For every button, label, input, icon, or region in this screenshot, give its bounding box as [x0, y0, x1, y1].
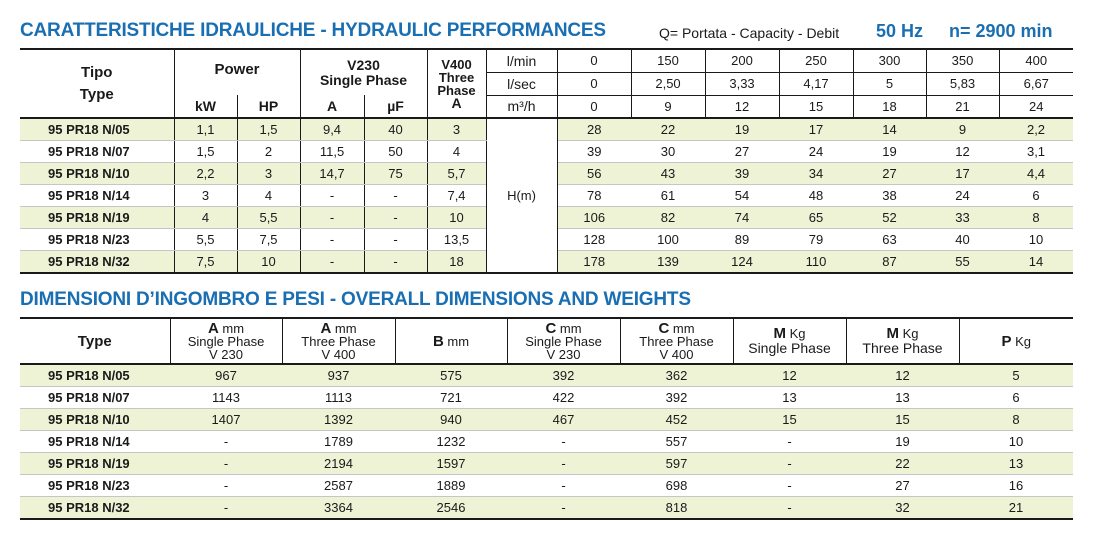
- head-value-cell: 39: [557, 141, 631, 163]
- dim-c400-cell: 818: [620, 497, 733, 520]
- a-single-l3: V 230: [209, 346, 243, 362]
- m-three-unit: Kg: [898, 326, 919, 341]
- dim-b-cell: 1597: [395, 453, 507, 475]
- a-three-l2: Three Phase: [301, 333, 376, 349]
- table-row: [20, 409, 1073, 431]
- head-value-cell: 4,4: [999, 163, 1073, 185]
- dim-p-cell: 5: [959, 364, 1073, 387]
- dim-m1-cell: 15: [733, 409, 846, 431]
- dim-m3-cell: 19: [846, 431, 959, 453]
- phase-label: Phase: [437, 82, 476, 98]
- a400-cell: 10: [427, 207, 486, 229]
- head-value-cell: 19: [705, 118, 779, 141]
- dim-m1-cell: -: [733, 475, 846, 497]
- lsec-6: 6,67: [999, 72, 1073, 95]
- a400-cell: 4: [427, 141, 486, 163]
- type-cell: 95 PR18 N/05: [20, 118, 174, 141]
- capacity-label: Q= Portata - Capacity - Debit: [659, 25, 840, 41]
- m-single-letter: M: [773, 325, 786, 342]
- table-row: [20, 453, 1073, 475]
- a-single-header: [170, 318, 282, 364]
- dim-m1-cell: -: [733, 497, 846, 520]
- lmin-6: 400: [999, 49, 1073, 72]
- dim-type-cell: 95 PR18 N/10: [20, 409, 170, 431]
- a230-cell: 14,7: [300, 163, 364, 185]
- head-value-cell: 34: [779, 163, 853, 185]
- c-single-l3: V 230: [546, 346, 581, 362]
- head-value-cell: 74: [705, 207, 779, 229]
- m3h-label: m³/h: [486, 95, 557, 118]
- dim-c230-cell: 392: [507, 364, 620, 387]
- dim-c230-cell: -: [507, 475, 620, 497]
- head-value-cell: 124: [705, 251, 779, 274]
- dim-p-cell: 13: [959, 453, 1073, 475]
- head-value-cell: 24: [779, 141, 853, 163]
- dim-p-cell: 16: [959, 475, 1073, 497]
- head-value-cell: 14: [999, 251, 1073, 274]
- c-three-l3: V 400: [659, 346, 694, 362]
- v230-label: V230: [347, 56, 380, 73]
- head-value-cell: 61: [631, 185, 705, 207]
- b-header: [395, 318, 507, 364]
- dim-type-cell: 95 PR18 N/07: [20, 387, 170, 409]
- uf-cell: 75: [364, 163, 427, 185]
- m3h-1: 9: [631, 95, 705, 118]
- head-value-cell: 89: [705, 229, 779, 251]
- lsec-0: 0: [557, 72, 631, 95]
- m3h-6: 24: [999, 95, 1073, 118]
- uf-cell: 40: [364, 118, 427, 141]
- dim-a400-cell: 1392: [282, 409, 395, 431]
- a-three-unit: mm: [331, 320, 357, 336]
- c-single-l2: Single Phase: [525, 333, 602, 349]
- uf-cell: -: [364, 229, 427, 251]
- head-value-cell: 65: [779, 207, 853, 229]
- uf-cell: 50: [364, 141, 427, 163]
- dim-p-cell: 21: [959, 497, 1073, 520]
- v400-label: V400: [441, 56, 472, 72]
- hp-cell: 4: [237, 185, 300, 207]
- dim-m1-cell: -: [733, 453, 846, 475]
- v400-header: [427, 49, 486, 118]
- a230-cell: -: [300, 229, 364, 251]
- head-value-cell: 17: [926, 163, 999, 185]
- dim-b-cell: 575: [395, 364, 507, 387]
- a230-cell: -: [300, 185, 364, 207]
- a400-cell: 5,7: [427, 163, 486, 185]
- m-three-header: [846, 318, 959, 364]
- head-value-cell: 128: [557, 229, 631, 251]
- lsec-2: 3,33: [705, 72, 779, 95]
- dim-c230-cell: -: [507, 497, 620, 520]
- kw-cell: 1,1: [174, 118, 237, 141]
- a230-header: A: [300, 95, 364, 118]
- lmin-5: 350: [926, 49, 999, 72]
- hp-cell: 3: [237, 163, 300, 185]
- dim-c400-cell: 597: [620, 453, 733, 475]
- head-label: H(m): [486, 118, 557, 273]
- type-cell: 95 PR18 N/19: [20, 207, 174, 229]
- dim-m3-cell: 22: [846, 453, 959, 475]
- dim-c230-cell: 422: [507, 387, 620, 409]
- dim-m1-cell: -: [733, 431, 846, 453]
- kw-cell: 4: [174, 207, 237, 229]
- head-value-cell: 30: [631, 141, 705, 163]
- dim-type-cell: 95 PR18 N/32: [20, 497, 170, 520]
- head-value-cell: 19: [853, 141, 926, 163]
- head-value-cell: 56: [557, 163, 631, 185]
- hydraulic-title: CARATTERISTICHE IDRAULICHE - HYDRAULIC PERFORMANCES: [20, 20, 606, 41]
- head-value-cell: 110: [779, 251, 853, 274]
- dim-type-cell: 95 PR18 N/19: [20, 453, 170, 475]
- lmin-2: 200: [705, 49, 779, 72]
- table-row: [20, 118, 1073, 141]
- dim-a400-cell: 2194: [282, 453, 395, 475]
- type-cell: 95 PR18 N/23: [20, 229, 174, 251]
- c-three-unit: mm: [669, 320, 695, 336]
- c-three-l2: Three Phase: [639, 333, 714, 349]
- head-value-cell: 10: [999, 229, 1073, 251]
- dim-b-cell: 2546: [395, 497, 507, 520]
- dimensions-title: DIMENSIONI D’INGOMBRO E PESI - OVERALL DIMENSIONS AND WEIGHTS: [20, 289, 691, 310]
- lmin-0: 0: [557, 49, 631, 72]
- uf-cell: -: [364, 251, 427, 274]
- dim-c230-cell: -: [507, 431, 620, 453]
- lmin-label: l/min: [486, 49, 557, 72]
- a230-cell: -: [300, 207, 364, 229]
- m-single-unit: Kg: [785, 326, 806, 341]
- tipo-label: Tipo: [81, 63, 113, 81]
- type-cell: 95 PR18 N/07: [20, 141, 174, 163]
- hp-cell: 7,5: [237, 229, 300, 251]
- m-three-letter: M: [886, 325, 899, 342]
- head-value-cell: 3,1: [999, 141, 1073, 163]
- dim-type-cell: 95 PR18 N/05: [20, 364, 170, 387]
- dim-a230-cell: -: [170, 475, 282, 497]
- head-value-cell: 48: [779, 185, 853, 207]
- head-value-cell: 8: [999, 207, 1073, 229]
- head-value-cell: 33: [926, 207, 999, 229]
- hydraulic-table: [20, 48, 1073, 274]
- lsec-1: 2,50: [631, 72, 705, 95]
- head-value-cell: 100: [631, 229, 705, 251]
- m3h-2: 12: [705, 95, 779, 118]
- dimensions-table: [20, 317, 1073, 520]
- head-value-cell: 106: [557, 207, 631, 229]
- dim-b-cell: 940: [395, 409, 507, 431]
- head-value-cell: 22: [631, 118, 705, 141]
- dim-c400-cell: 392: [620, 387, 733, 409]
- dim-type-cell: 95 PR18 N/14: [20, 431, 170, 453]
- a400-cell: 13,5: [427, 229, 486, 251]
- hp-cell: 10: [237, 251, 300, 274]
- kw-cell: 1,5: [174, 141, 237, 163]
- head-value-cell: 28: [557, 118, 631, 141]
- p-unit: Kg: [1011, 333, 1032, 349]
- a400-cell: 7,4: [427, 185, 486, 207]
- dim-a230-cell: -: [170, 453, 282, 475]
- b-letter: B: [432, 332, 444, 350]
- head-value-cell: 12: [926, 141, 999, 163]
- a-three-letter: A: [320, 319, 332, 337]
- m3h-0: 0: [557, 95, 631, 118]
- m-three-l2: Three Phase: [862, 340, 943, 356]
- a400-label: A: [451, 94, 462, 111]
- three-label: Three: [438, 69, 475, 85]
- m3h-3: 15: [779, 95, 853, 118]
- a-three-l3: V 400: [321, 346, 356, 362]
- a-single-unit: mm: [218, 320, 245, 336]
- a-single-l2: Single Phase: [187, 333, 265, 349]
- kw-cell: 2,2: [174, 163, 237, 185]
- c-single-header: [507, 318, 620, 364]
- kw-cell: 3: [174, 185, 237, 207]
- head-value-cell: 79: [779, 229, 853, 251]
- head-value-cell: 55: [926, 251, 999, 274]
- hydraulic-table-body: [20, 118, 1073, 273]
- head-value-cell: 27: [853, 163, 926, 185]
- lmin-3: 250: [779, 49, 853, 72]
- dim-p-cell: 8: [959, 409, 1073, 431]
- dim-c230-cell: 467: [507, 409, 620, 431]
- b-unit: mm: [443, 333, 470, 349]
- a230-cell: 9,4: [300, 118, 364, 141]
- dim-a400-cell: 3364: [282, 497, 395, 520]
- type-cell: 95 PR18 N/32: [20, 251, 174, 274]
- lsec-label: l/sec: [486, 72, 557, 95]
- head-value-cell: 17: [779, 118, 853, 141]
- dim-type-cell: 95 PR18 N/23: [20, 475, 170, 497]
- dim-c400-cell: 452: [620, 409, 733, 431]
- dim-a230-cell: -: [170, 431, 282, 453]
- head-value-cell: 139: [631, 251, 705, 274]
- dim-m1-cell: 13: [733, 387, 846, 409]
- single-phase-label: Single Phase: [319, 71, 408, 88]
- type-label: Type: [79, 85, 114, 103]
- head-value-cell: 24: [926, 185, 999, 207]
- lsec-4: 5: [853, 72, 926, 95]
- m-single-l2: Single Phase: [748, 340, 831, 356]
- lsec-5: 5,83: [926, 72, 999, 95]
- head-value-cell: 82: [631, 207, 705, 229]
- table-row: [20, 364, 1073, 387]
- a-three-header: [282, 318, 395, 364]
- dim-m3-cell: 27: [846, 475, 959, 497]
- kw-header: kW: [174, 95, 237, 118]
- type-cell: 95 PR18 N/10: [20, 163, 174, 185]
- head-value-cell: 52: [853, 207, 926, 229]
- c-single-letter: C: [545, 319, 557, 337]
- dim-a400-cell: 2587: [282, 475, 395, 497]
- dim-p-cell: 10: [959, 431, 1073, 453]
- lmin-4: 300: [853, 49, 926, 72]
- p-header: [959, 318, 1073, 364]
- dim-b-cell: 1232: [395, 431, 507, 453]
- dim-b-cell: 1889: [395, 475, 507, 497]
- dim-b-cell: 721: [395, 387, 507, 409]
- dim-c400-cell: 698: [620, 475, 733, 497]
- c-three-header: [620, 318, 733, 364]
- table-row: [20, 497, 1073, 520]
- dim-c230-cell: -: [507, 453, 620, 475]
- head-value-cell: 40: [926, 229, 999, 251]
- dim-m1-cell: 12: [733, 364, 846, 387]
- c-three-letter: C: [658, 319, 670, 337]
- head-value-cell: 9: [926, 118, 999, 141]
- type-header: [20, 49, 174, 118]
- head-value-cell: 43: [631, 163, 705, 185]
- dim-m3-cell: 15: [846, 409, 959, 431]
- a-single-letter: A: [207, 319, 219, 337]
- dim-m3-cell: 32: [846, 497, 959, 520]
- uf-header: µF: [364, 95, 427, 118]
- dimensions-table-body: [20, 364, 1073, 519]
- m3h-5: 21: [926, 95, 999, 118]
- kw-cell: 7,5: [174, 251, 237, 274]
- table-row: [20, 431, 1073, 453]
- lmin-1: 150: [631, 49, 705, 72]
- dim-type-header: Type: [20, 318, 170, 364]
- m3h-4: 18: [853, 95, 926, 118]
- hp-cell: 1,5: [237, 118, 300, 141]
- v230-header: [300, 49, 427, 95]
- power-header: Power: [174, 49, 300, 95]
- dim-p-cell: 6: [959, 387, 1073, 409]
- hp-header: HP: [237, 95, 300, 118]
- head-value-cell: 6: [999, 185, 1073, 207]
- dim-a230-cell: 967: [170, 364, 282, 387]
- head-value-cell: 2,2: [999, 118, 1073, 141]
- c-single-unit: mm: [556, 320, 582, 336]
- dim-c400-cell: 362: [620, 364, 733, 387]
- hp-cell: 2: [237, 141, 300, 163]
- p-letter: P: [1001, 332, 1012, 350]
- head-value-cell: 39: [705, 163, 779, 185]
- dim-a230-cell: 1143: [170, 387, 282, 409]
- head-value-cell: 63: [853, 229, 926, 251]
- dim-a400-cell: 937: [282, 364, 395, 387]
- a400-cell: 3: [427, 118, 486, 141]
- m-single-header: [733, 318, 846, 364]
- table-row: [20, 387, 1073, 409]
- hp-cell: 5,5: [237, 207, 300, 229]
- uf-cell: -: [364, 207, 427, 229]
- dim-a400-cell: 1789: [282, 431, 395, 453]
- head-value-cell: 87: [853, 251, 926, 274]
- table-row: [20, 475, 1073, 497]
- head-value-cell: 178: [557, 251, 631, 274]
- head-value-cell: 78: [557, 185, 631, 207]
- dim-c400-cell: 557: [620, 431, 733, 453]
- a230-cell: -: [300, 251, 364, 274]
- dim-a400-cell: 1113: [282, 387, 395, 409]
- kw-cell: 5,5: [174, 229, 237, 251]
- head-value-cell: 14: [853, 118, 926, 141]
- dim-a230-cell: 1407: [170, 409, 282, 431]
- speed-label: n= 2900 min: [949, 21, 1053, 41]
- lsec-3: 4,17: [779, 72, 853, 95]
- dim-a230-cell: -: [170, 497, 282, 520]
- type-cell: 95 PR18 N/14: [20, 185, 174, 207]
- frequency-label: 50 Hz: [876, 21, 924, 41]
- dim-m3-cell: 13: [846, 387, 959, 409]
- a400-cell: 18: [427, 251, 486, 274]
- a230-cell: 11,5: [300, 141, 364, 163]
- head-value-cell: 54: [705, 185, 779, 207]
- head-value-cell: 27: [705, 141, 779, 163]
- uf-cell: -: [364, 185, 427, 207]
- head-value-cell: 38: [853, 185, 926, 207]
- dim-m3-cell: 12: [846, 364, 959, 387]
